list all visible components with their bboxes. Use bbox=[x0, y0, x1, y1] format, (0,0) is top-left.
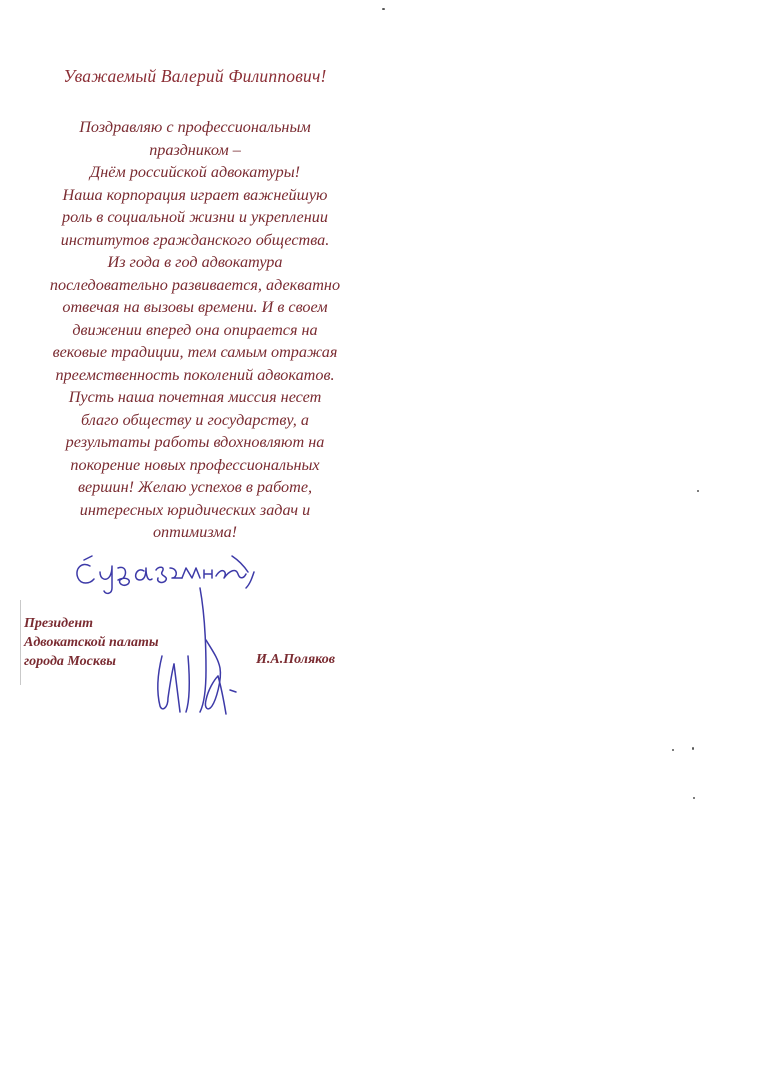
signatory-title-line: города Москвы bbox=[24, 654, 116, 669]
body-line: благо обществу и государству, а bbox=[81, 410, 309, 429]
body-line: праздником – bbox=[149, 140, 241, 159]
body-line: институтов гражданского общества. bbox=[60, 230, 330, 249]
signatory-name: И.А.Поляков bbox=[256, 652, 335, 667]
body-line: преемственность поколений адвокатов. bbox=[55, 365, 335, 384]
signatory-title bbox=[24, 614, 159, 671]
page-margin-line bbox=[20, 600, 21, 685]
signatory-title-line: Адвокатской палаты bbox=[24, 635, 159, 650]
body-line: интересных юридических задач и bbox=[79, 500, 311, 519]
body-line: движении вперед она опирается на bbox=[72, 320, 318, 339]
signatory-title-line: Президент bbox=[24, 616, 93, 631]
body-line: оптимизма! bbox=[152, 523, 238, 541]
body-line: Из года в год адвокатура bbox=[107, 253, 283, 271]
body-line: Наша корпорация играет важнейшую bbox=[62, 185, 328, 204]
body-line: Днём российской адвокатуры! bbox=[89, 163, 301, 181]
letter-greeting: Уважаемый Валерий Филиппович! bbox=[63, 66, 327, 86]
body-line: последовательно развивается, адекватно bbox=[49, 275, 341, 294]
signature-scribble bbox=[158, 588, 236, 714]
body-line: вековые традиции, тем самым отражая bbox=[52, 343, 338, 361]
body-line: отвечая на вызовы времени. И в своем bbox=[62, 298, 328, 316]
body-line: покорение новых профессиональных bbox=[70, 455, 320, 474]
handwritten-note bbox=[77, 556, 254, 593]
body-line: Поздравляю с профессиональным bbox=[79, 118, 311, 136]
body-line: результаты работы вдохновляют на bbox=[65, 433, 325, 451]
body-line: Пусть наша почетная миссия несет bbox=[68, 388, 322, 406]
body-line: роль в социальной жизни и укреплении bbox=[62, 208, 328, 226]
body-line: вершин! Желаю успехов в работе, bbox=[77, 478, 313, 496]
